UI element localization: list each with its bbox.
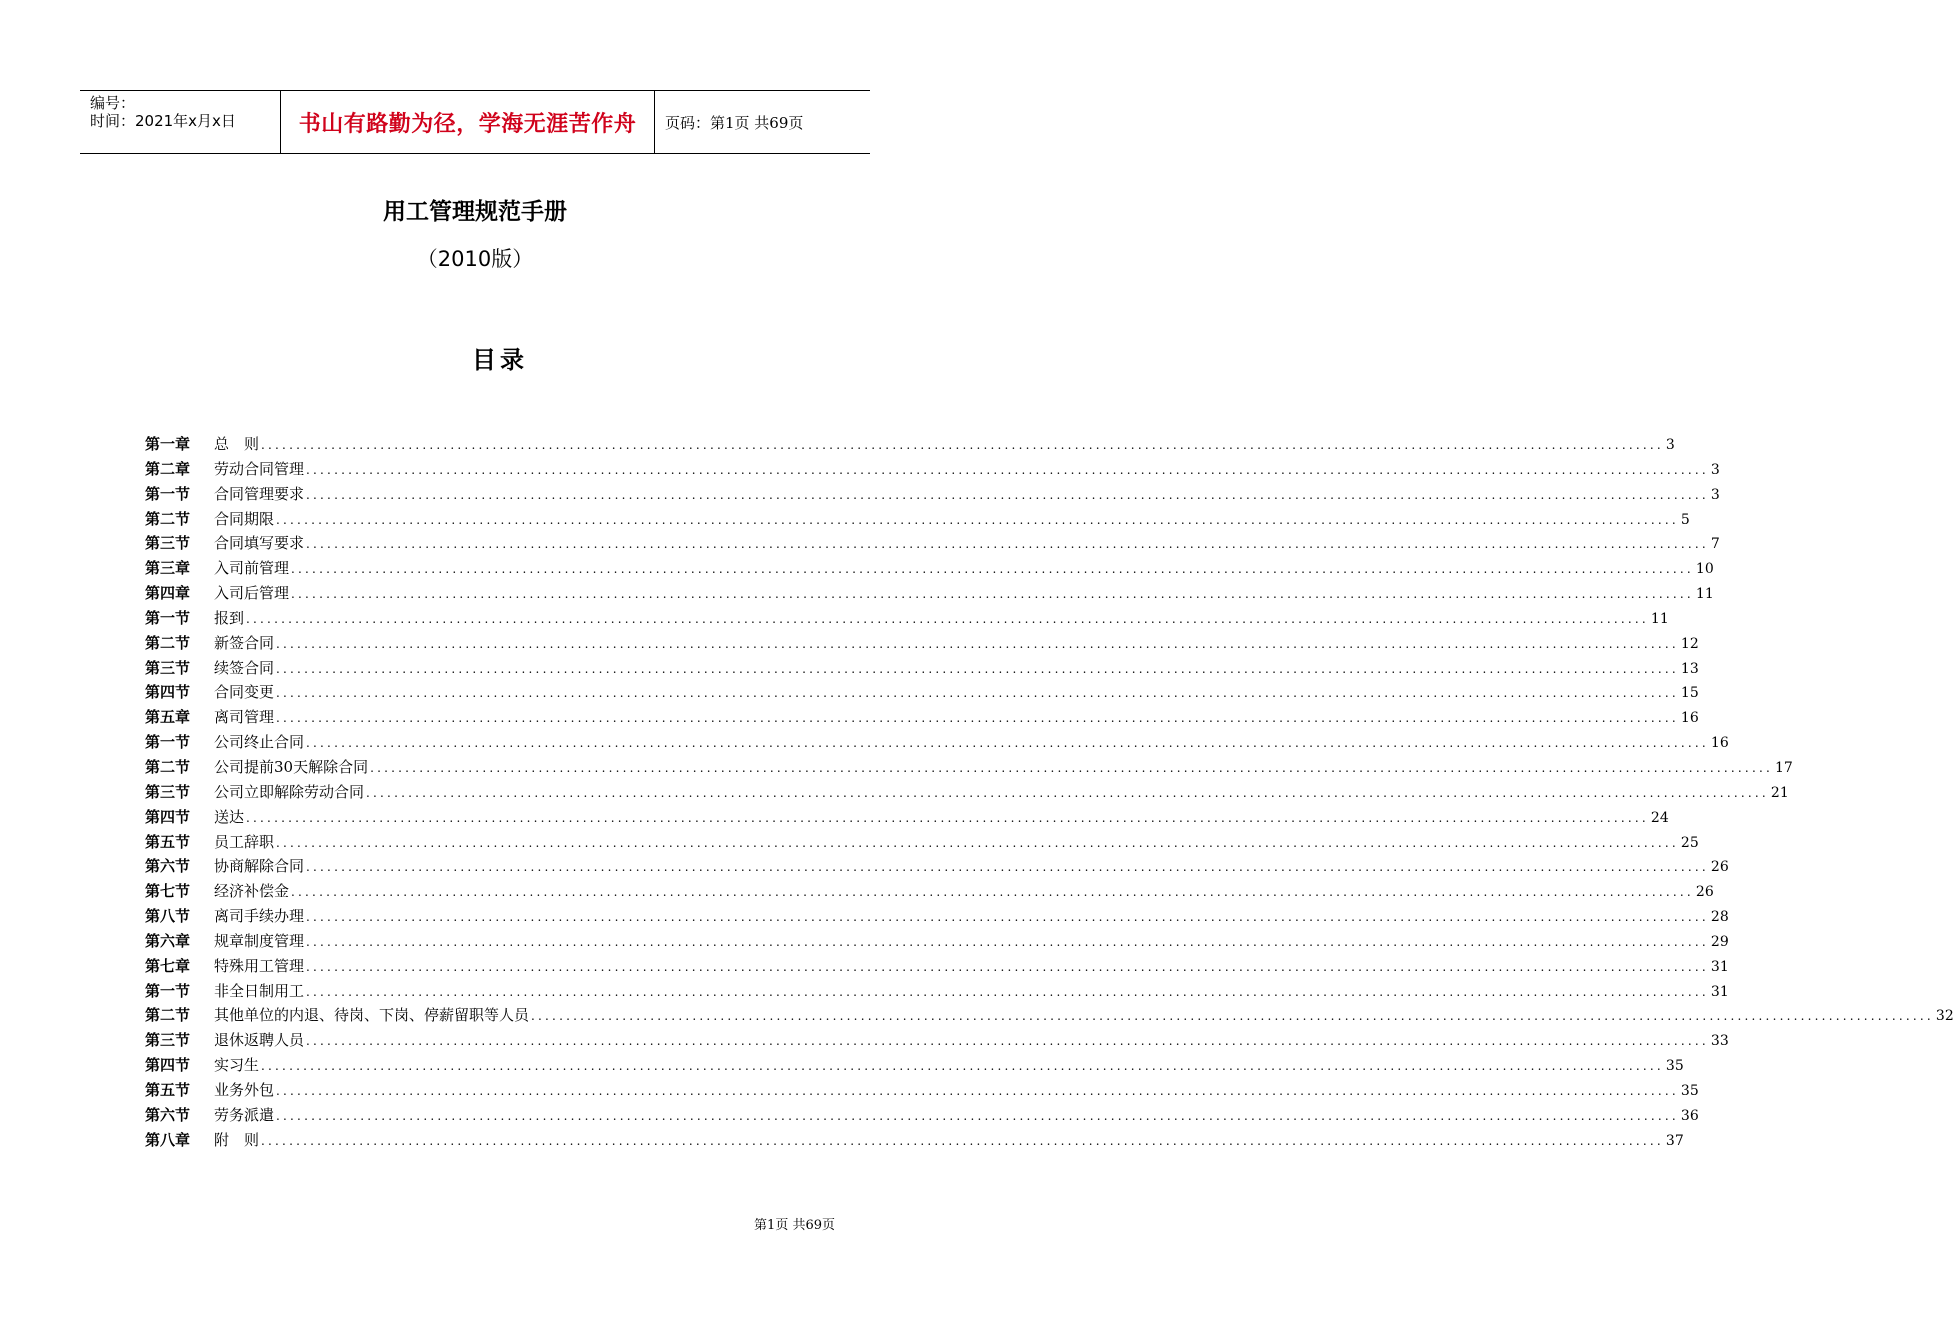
toc-entry-label: 第八章 [145,1130,191,1149]
toc-dot-leader: ........................................................................................................................................................................................................ [261,438,1664,452]
toc-dot-leader: ........................................................................................................................................................................................................ [276,661,1679,676]
toc-entry-page: 36 [1680,1107,1699,1124]
toc-entry-page: 21 [1770,784,1789,801]
toc-entry-page: 11 [1650,610,1669,627]
toc-dot-leader: ........................................................................................................................................................................................................ [246,810,1649,825]
toc-entry-label: 第二节 [145,509,191,528]
toc-entry[interactable] [145,507,1690,532]
toc-entry-title: 新签合同 [214,633,275,652]
toc-entry[interactable] [145,432,1675,457]
page-header [80,90,870,154]
toc-entry[interactable] [145,705,1699,730]
toc-dot-leader: ........................................................................................................................................................................................................ [306,736,1709,751]
toc-entry-label: 第四节 [145,683,191,702]
toc-entry-page: 25 [1680,834,1699,851]
toc-entry-page: 12 [1680,635,1699,652]
toc-dot-leader: ........................................................................................................................................................................................................ [306,487,1709,502]
toc-entry[interactable] [145,1078,1699,1103]
toc-entry-title: 协商解除合同 [214,857,305,876]
toc-entry-title: 续签合同 [214,658,275,677]
toc-entry[interactable] [145,1103,1699,1128]
toc-entry-title: 离司手续办理 [214,907,305,926]
toc-entry[interactable] [145,457,1720,482]
document-time-label: 时间：2021年x月x日 [90,112,236,130]
toc-entry-label: 第四节 [145,807,191,826]
toc-entry[interactable] [145,680,1699,705]
toc-dot-leader: ........................................................................................................................................................................................................ [306,959,1709,974]
toc-entry-label: 第五章 [145,708,191,727]
page-footer: 第1页 共69页 [754,1218,835,1233]
toc-entry-page: 13 [1680,660,1699,677]
toc-entry-label: 第三节 [145,1031,191,1050]
toc-entry-label: 第六节 [145,857,191,876]
toc-entry-label: 第二节 [145,757,191,776]
toc-dot-leader: ........................................................................................................................................................................................................ [291,885,1694,900]
toc-dot-leader: ........................................................................................................................................................................................................ [246,611,1649,626]
toc-entry[interactable] [145,730,1729,755]
toc-dot-leader: ........................................................................................................................................................................................................ [276,835,1679,850]
header-page-info: 页码：第1页 共69页 [665,113,804,132]
toc-entry-title: 特殊用工管理 [214,956,305,975]
toc-entry-page: 3 [1710,486,1720,503]
toc-entry-page: 15 [1680,685,1699,702]
toc-entry-label: 第四章 [145,584,191,603]
toc-entry[interactable] [145,606,1669,631]
toc-entry-page: 16 [1680,710,1699,727]
toc-entry-page: 28 [1710,909,1729,926]
toc-entry-label: 第一节 [145,981,191,1000]
toc-entry-title: 入司前管理 [214,559,290,578]
toc-entry-title: 员工辞职 [214,832,275,851]
toc-entry[interactable] [145,1053,1684,1078]
toc-entry-page: 7 [1710,536,1720,553]
toc-entry-label: 第七章 [145,956,191,975]
toc-entry-title: 业务外包 [214,1080,275,1099]
toc-dot-leader: ........................................................................................................................................................................................................ [306,537,1709,552]
toc-dot-leader: ........................................................................................................................................................................................................ [276,512,1679,527]
toc-dot-leader: ........................................................................................................................................................................................................ [366,785,1769,800]
toc-entry-label: 第五节 [145,832,191,851]
document-subtitle: （2010版） [416,247,534,271]
toc-entry[interactable] [145,755,1793,780]
toc-entry-label: 第一章 [145,435,191,453]
toc-entry-page: 10 [1695,561,1714,578]
toc-dot-leader: ........................................................................................................................................................................................................ [276,636,1679,651]
toc-entry-page: 3 [1665,437,1675,453]
toc-entry[interactable] [145,531,1720,556]
toc-entry[interactable] [145,954,1729,979]
toc-entry[interactable] [145,482,1720,507]
toc-entry-title: 离司管理 [214,708,275,727]
toc-entry-page: 17 [1774,759,1793,776]
toc-entry-page: 35 [1680,1082,1699,1099]
toc-entry-page: 26 [1710,859,1729,876]
toc-entry-title: 总 则 [214,435,260,453]
toc-dot-leader: ........................................................................................................................................................................................................ [306,910,1709,925]
toc-dot-leader: ........................................................................................................................................................................................................ [291,587,1694,602]
toc-entry-title: 非全日制用工 [214,981,305,1000]
toc-entry[interactable] [145,780,1789,805]
toc-entry-page: 16 [1710,735,1729,752]
toc-dot-leader: ........................................................................................................................................................................................................ [306,860,1709,875]
toc-dot-leader: ........................................................................................................................................................................................................ [306,984,1709,999]
toc-entry-title: 合同变更 [214,683,275,702]
toc-entry-title: 附 则 [214,1130,260,1149]
toc-dot-leader: ........................................................................................................................................................................................................ [306,934,1709,949]
toc-entry-page: 33 [1710,1033,1729,1050]
toc-entry-page: 29 [1710,933,1729,950]
toc-entry[interactable] [145,805,1669,830]
toc-dot-leader: ........................................................................................................................................................................................................ [531,1009,1934,1024]
toc-entry[interactable] [145,904,1729,929]
toc-entry-page: 31 [1710,958,1729,975]
toc-entry-page: 31 [1710,983,1729,1000]
toc-entry-title: 劳务派遣 [214,1105,275,1124]
toc-entry-label: 第一节 [145,733,191,752]
toc-entry-title: 经济补偿金 [214,882,290,901]
toc-entry[interactable] [145,581,1714,606]
toc-entry-page: 37 [1665,1132,1684,1149]
toc-entry-label: 第三节 [145,658,191,677]
toc-entry-title: 合同管理要求 [214,484,305,503]
toc-dot-leader: ........................................................................................................................................................................................................ [291,562,1694,577]
toc-dot-leader: ........................................................................................................................................................................................................ [306,462,1709,477]
toc-dot-leader: ........................................................................................................................................................................................................ [276,711,1679,726]
toc-entry[interactable] [145,879,1714,904]
toc-entry[interactable] [145,631,1699,656]
toc-entry-title: 退休返聘人员 [214,1031,305,1050]
toc-entry-page: 24 [1650,809,1669,826]
toc-entry-title: 合同期限 [214,509,275,528]
toc-entry-page: 11 [1695,586,1714,603]
toc-heading: 目录 [472,346,528,374]
toc-entry-label: 第四节 [145,1056,191,1075]
toc-entry-label: 第一节 [145,484,191,503]
toc-dot-leader: ........................................................................................................................................................................................................ [370,760,1773,775]
toc-entry-page: 5 [1680,511,1690,528]
toc-entry-title: 送达 [214,807,245,826]
toc-entry-page: 3 [1710,461,1720,478]
toc-entry-page: 35 [1665,1058,1684,1075]
toc-entry-label: 第三节 [145,534,191,553]
toc-entry-label: 第六节 [145,1105,191,1124]
toc-entry[interactable] [145,854,1729,879]
document-number-label: 编号： [90,94,136,112]
table-of-contents [145,432,1954,1152]
toc-entry[interactable] [145,1003,1954,1028]
toc-entry-title: 入司后管理 [214,584,290,603]
toc-entry-title: 合同填写要求 [214,534,305,553]
toc-entry[interactable] [145,1028,1729,1053]
toc-entry-label: 第三章 [145,559,191,578]
toc-entry-label: 第五节 [145,1080,191,1099]
toc-entry-label: 第二节 [145,1006,191,1025]
toc-dot-leader: ........................................................................................................................................................................................................ [261,1059,1664,1074]
toc-entry-title: 公司立即解除劳动合同 [214,782,365,801]
toc-entry-label: 第二节 [145,633,191,652]
toc-entry[interactable] [145,556,1714,581]
toc-dot-leader: ........................................................................................................................................................................................................ [306,1034,1709,1049]
toc-entry[interactable] [145,830,1699,855]
toc-entry[interactable] [145,929,1729,954]
header-meta [80,91,281,153]
toc-entry-label: 第七节 [145,882,191,901]
toc-entry-title: 劳动合同管理 [214,459,305,478]
toc-entry-title: 其他单位的内退、待岗、下岗、停薪留职等人员 [214,1006,530,1025]
toc-dot-leader: ........................................................................................................................................................................................................ [276,686,1679,701]
document-title: 用工管理规范手册 [383,199,567,225]
toc-entry-label: 第三节 [145,782,191,801]
toc-entry[interactable] [145,656,1699,681]
toc-entry-label: 第一节 [145,608,191,627]
toc-entry-title: 报到 [214,608,245,627]
toc-entry[interactable] [145,1128,1684,1153]
toc-dot-leader: ........................................................................................................................................................................................................ [276,1083,1679,1098]
toc-dot-leader: ........................................................................................................................................................................................................ [261,1133,1664,1148]
toc-entry[interactable] [145,979,1729,1004]
toc-entry-title: 实习生 [214,1056,260,1075]
header-motto: 书山有路勤为径，学海无涯苦作舟 [281,91,655,153]
toc-entry-title: 公司提前30天解除合同 [214,757,369,776]
toc-entry-label: 第八节 [145,907,191,926]
toc-entry-page: 26 [1695,884,1714,901]
toc-entry-label: 第六章 [145,931,191,950]
toc-dot-leader: ........................................................................................................................................................................................................ [276,1108,1679,1123]
toc-entry-page: 32 [1935,1008,1954,1025]
toc-entry-title: 规章制度管理 [214,931,305,950]
toc-entry-label: 第二章 [145,459,191,478]
toc-entry-title: 公司终止合同 [214,733,305,752]
